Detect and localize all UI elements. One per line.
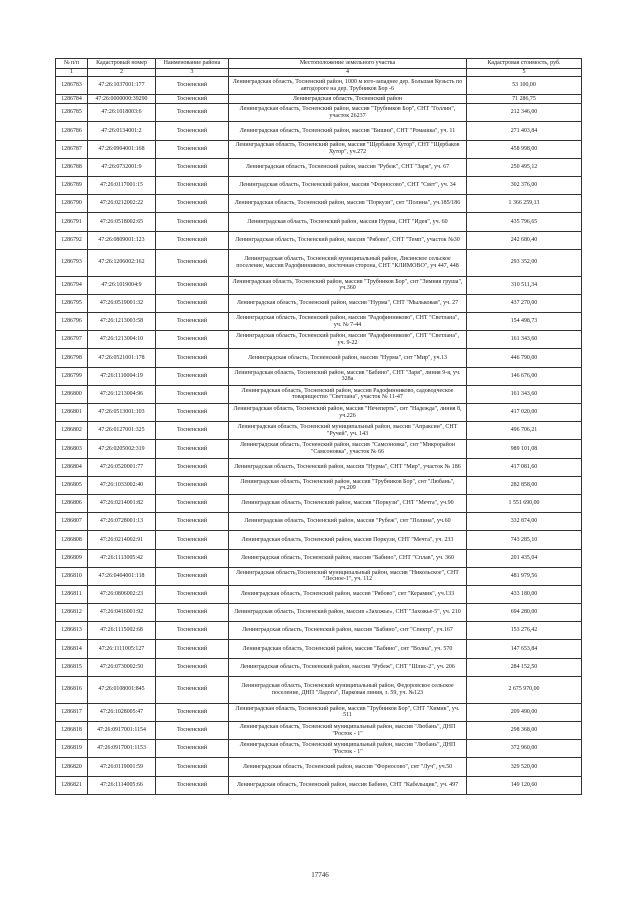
table-row <box>56 158 582 176</box>
cadastral-number-cell: 47:26:0520001:77 <box>88 458 156 476</box>
location-cell: Ленинградская область, Тосненский район, массив Поркузи, СНТ "Мечта", уч. 233 <box>229 531 467 549</box>
row-number-cell: 1286809 <box>56 549 88 567</box>
row-number-cell: 1286793 <box>56 249 88 276</box>
cadastral-value-cell: 242 680,40 <box>467 231 582 249</box>
cadastral-value-cell: 302 376,00 <box>467 176 582 194</box>
cadastral-value-cell: 433 180,00 <box>467 585 582 603</box>
table-row <box>56 276 582 294</box>
cadastral-value-cell: 298 368,00 <box>467 722 582 740</box>
row-number-cell: 1286795 <box>56 294 88 312</box>
cadastral-number-cell: 47:26:1114005:66 <box>88 776 156 794</box>
row-number-cell: 1286819 <box>56 740 88 758</box>
cadastral-value-cell: 293 352,00 <box>467 249 582 276</box>
cadastral-value-cell: 437 270,00 <box>467 294 582 312</box>
location-cell: Ленинградская область, Тосненский район, массив "Нурма", снт "Мир", уч.13 <box>229 349 467 367</box>
district-cell: Тосненский <box>156 176 229 194</box>
cadastral-value-cell: 332 874,00 <box>467 513 582 531</box>
location-cell: Ленинградская область,Тосненский муниципальный район, массив "Никольское", СНТ "Лесное-1", уч. 112 <box>229 567 467 585</box>
cadastral-number-cell: 47:26:1213004:96 <box>88 385 156 403</box>
cadastral-number-cell: 47:26:0119001:59 <box>88 758 156 776</box>
cadastral-value-cell: 71 286,75 <box>467 95 582 104</box>
row-number-cell: 1286820 <box>56 758 88 776</box>
location-cell: Ленинградская область, Тосненский район, массив "Трубников Бор", снт "Зимняя груша", уч.360 <box>229 276 467 294</box>
table-row <box>56 676 582 703</box>
district-cell: Тосненский <box>156 249 229 276</box>
row-number-cell: 1286812 <box>56 604 88 622</box>
cadastral-number-cell: 47:26:1037001:177 <box>88 77 156 95</box>
cadastral-value-cell: 282 858,00 <box>467 476 582 494</box>
row-number-cell: 1286792 <box>56 231 88 249</box>
row-number-cell: 1286791 <box>56 213 88 231</box>
district-cell: Тосненский <box>156 567 229 585</box>
district-cell: Тосненский <box>156 776 229 794</box>
cadastral-value-cell: 417 020,00 <box>467 404 582 422</box>
cadastral-value-cell: 743 285,10 <box>467 531 582 549</box>
page-number: 17746 <box>311 871 329 879</box>
location-cell: Ленинградская область, Тосненский район, массив "Радофинниково", СНТ "Светлана", уч. 9-22 <box>229 331 467 349</box>
cadastral-value-cell: 161 343,60 <box>467 331 582 349</box>
cadastral-number-cell: 47:26:1113005:42 <box>88 549 156 567</box>
location-cell: Ленинградская область, Тосненский район, массив «Захожье», СНТ "Захожье-5", уч. 210 <box>229 604 467 622</box>
location-cell: Ленинградская область, Тосненский район, массив "Трубников Бор", снт "Любань", уч.209 <box>229 476 467 494</box>
cadastral-value-cell: 1 551 690,00 <box>467 494 582 512</box>
table-body <box>56 77 582 795</box>
row-number-cell: 1286787 <box>56 140 88 158</box>
table-row <box>56 349 582 367</box>
location-cell: Ленинградская область, Тосненский район, массив "Щербаков Хутор", СНТ "Щербаков Хутор", уч.272 <box>229 140 467 158</box>
cadastral-number-cell: 47:26:0917001:1153 <box>88 740 156 758</box>
table-row <box>56 385 582 403</box>
district-cell: Тосненский <box>156 585 229 603</box>
cadastral-number-cell: 47:26:0212002:22 <box>88 195 156 213</box>
table-row <box>56 176 582 194</box>
row-number-cell: 1286800 <box>56 385 88 403</box>
table-row <box>56 195 582 213</box>
cadastral-value-cell: 209 490,00 <box>467 703 582 721</box>
cadastral-number-cell: 47:26:1115002:68 <box>88 622 156 640</box>
location-cell: Ленинградская область, Тосненский муниципальный район, Лисинское сельское поселение, массив Радофинниково, восточная сторона, СНТ "КЛИМОВО", уч 447, 448 <box>229 249 467 276</box>
cadastral-number-cell: 47:26:0521001:178 <box>88 349 156 367</box>
district-cell: Тосненский <box>156 758 229 776</box>
location-cell: Ленинградская область, Тосненский район, массив "Нурма", СНТ "Мыльковая", уч. 27 <box>229 294 467 312</box>
table-row <box>56 740 582 758</box>
cadastral-value-cell: 250 495,12 <box>467 158 582 176</box>
cadastral-value-cell: 271 403,84 <box>467 122 582 140</box>
location-cell: Ленинградская область, Тосненский район, массив "Бабино", СНТ "Сплав", уч. 360 <box>229 549 467 567</box>
location-cell: Ленинградская область, Тосненский район, массив "Самсоновка", снт "Микрорайон "Самсоновка", участок № 66 <box>229 440 467 458</box>
header-cadastral-number: Кадастровый номер <box>88 59 156 69</box>
row-number-cell: 1286807 <box>56 513 88 531</box>
district-cell: Тосненский <box>156 640 229 658</box>
row-number-cell: 1286783 <box>56 77 88 95</box>
row-number-cell: 1286802 <box>56 422 88 440</box>
table-row <box>56 513 582 531</box>
row-number-cell: 1286817 <box>56 703 88 721</box>
table-row <box>56 77 582 95</box>
row-number-cell: 1286794 <box>56 276 88 294</box>
row-number-cell: 1286816 <box>56 676 88 703</box>
row-number-cell: 1286808 <box>56 531 88 549</box>
location-cell: Ленинградская область, Тосненский район <box>229 95 467 104</box>
location-cell: Ленинградская область, Тосненский район, массив "Рябово", снт "Керамик", уч.133 <box>229 585 467 603</box>
location-cell: Ленинградская область, Тосненский район, массив Радофинниково, садоводческое товарищество "Светлана", участок № 11-47 <box>229 385 467 403</box>
district-cell: Тосненский <box>156 531 229 549</box>
row-number-cell: 1286803 <box>56 440 88 458</box>
row-number-cell: 1286784 <box>56 95 88 104</box>
cadastral-number-cell: 47:26:1111005:127 <box>88 640 156 658</box>
table-row <box>56 703 582 721</box>
cadastral-number-cell: 47:26:1033002:40 <box>88 476 156 494</box>
district-cell: Тосненский <box>156 213 229 231</box>
location-cell: Ленинградская область, Тосненский район, массив "Трубников Бор", СНТ "Химик", уч. 511 <box>229 703 467 721</box>
header-cadastral-value: Кадастровая стоимость, руб. <box>467 59 582 69</box>
table-row <box>56 231 582 249</box>
location-cell: Ленинградская область, Тосненский район, массив Нурма, СНТ "Идея", уч. 60 <box>229 213 467 231</box>
district-cell: Тосненский <box>156 513 229 531</box>
district-cell: Тосненский <box>156 404 229 422</box>
table-row <box>56 367 582 385</box>
column-index-2: 2 <box>88 69 156 77</box>
location-cell: Ленинградская область, Тосненский район, массив "Нурма", СНТ "Мир", участок № 186 <box>229 458 467 476</box>
row-number-cell: 1286821 <box>56 776 88 794</box>
location-cell: Ленинградская область, Тосненский район, массив "Бабино", СНТ "Заря", линия 9-я, уч. 328а <box>229 367 467 385</box>
location-cell: Ленинградская область, Тосненский муниципальный район, массив "Любань", ДНП "Росток - 1" <box>229 740 467 758</box>
cadastral-number-cell: 47:26:0809001:123 <box>88 231 156 249</box>
table-row <box>56 585 582 603</box>
cadastral-number-cell: 47:26:0205002:319 <box>88 440 156 458</box>
table-row <box>56 331 582 349</box>
district-cell: Тосненский <box>156 95 229 104</box>
table-row <box>56 722 582 740</box>
header-location: Местоположение земельного участка <box>229 59 467 69</box>
cadastral-value-cell: 161 343,60 <box>467 385 582 403</box>
cadastral-number-cell: 47:26:0904001:168 <box>88 140 156 158</box>
row-number-cell: 1286788 <box>56 158 88 176</box>
district-cell: Тосненский <box>156 313 229 331</box>
cadastral-number-cell: 47:26:0214001:82 <box>88 494 156 512</box>
cadastral-value-cell: 149 120,60 <box>467 776 582 794</box>
row-number-cell: 1286786 <box>56 122 88 140</box>
cadastral-value-cell: 329 520,00 <box>467 758 582 776</box>
column-index-row <box>56 69 582 77</box>
district-cell: Тосненский <box>156 158 229 176</box>
cadastral-number-cell: 47:26:1110004:19 <box>88 367 156 385</box>
table-row <box>56 422 582 440</box>
location-cell: Ленинградская область, Тосненский район, массив "Поркузи", СНТ "Мечта", уч.90 <box>229 494 467 512</box>
district-cell: Тосненский <box>156 195 229 213</box>
cadastral-value-cell: 372 960,00 <box>467 740 582 758</box>
location-cell: Ленинградская область, Тосненский район, массив "Рубеж", снт "Полина", уч.60 <box>229 513 467 531</box>
cadastral-number-cell: 47:26:1213004:10 <box>88 331 156 349</box>
cadastral-value-cell: 496 706,21 <box>467 422 582 440</box>
row-number-cell: 1286806 <box>56 494 88 512</box>
district-cell: Тосненский <box>156 622 229 640</box>
row-number-cell: 1286797 <box>56 331 88 349</box>
cadastral-value-cell: 446 790,00 <box>467 349 582 367</box>
district-cell: Тосненский <box>156 104 229 122</box>
cadastral-number-cell: 47:26:0134001:2 <box>88 122 156 140</box>
row-number-cell: 1286810 <box>56 567 88 585</box>
district-cell: Тосненский <box>156 458 229 476</box>
cadastral-number-cell: 47:26:0214002:91 <box>88 531 156 549</box>
row-number-cell: 1286814 <box>56 640 88 658</box>
district-cell: Тосненский <box>156 676 229 703</box>
table-row <box>56 249 582 276</box>
table-row <box>56 776 582 794</box>
table-row <box>56 658 582 676</box>
cadastral-number-cell: 47:26:0732001:9 <box>88 158 156 176</box>
row-number-cell: 1286813 <box>56 622 88 640</box>
table-row <box>56 549 582 567</box>
header-row <box>56 59 582 69</box>
cadastral-value-cell: 284 152,50 <box>467 658 582 676</box>
cadastral-number-cell: 47:26:1028005:47 <box>88 703 156 721</box>
location-cell: Ленинградская область, Тосненский район, массив "Форносово", снт "Луч", уч.50 <box>229 758 467 776</box>
location-cell: Ленинградская область, Тосненский муниципальный район, массив "Любань", ДНП "Росток - 1" <box>229 722 467 740</box>
row-number-cell: 1286789 <box>56 176 88 194</box>
row-number-cell: 1286804 <box>56 458 88 476</box>
land-cadastral-value-table-sheet <box>55 58 581 795</box>
district-cell: Тосненский <box>156 77 229 95</box>
header-district-name: Наименование района <box>156 59 229 69</box>
district-cell: Тосненский <box>156 349 229 367</box>
cadastral-value-cell: 153 276,42 <box>467 622 582 640</box>
table-row <box>56 476 582 494</box>
district-cell: Тосненский <box>156 703 229 721</box>
column-index-3: 3 <box>156 69 229 77</box>
cadastral-number-cell: 47:26:1019004:9 <box>88 276 156 294</box>
district-cell: Тосненский <box>156 740 229 758</box>
row-number-cell: 1286798 <box>56 349 88 367</box>
cadastral-value-cell: 2 675 970,00 <box>467 676 582 703</box>
district-cell: Тосненский <box>156 276 229 294</box>
district-cell: Тосненский <box>156 231 229 249</box>
column-index-5: 5 <box>467 69 582 77</box>
location-cell: Ленинградская область, Тосненский район, массив "Бабино", снт "Волна", уч. 570 <box>229 640 467 658</box>
location-cell: Ленинградская область, Тосненский район, массив "Бабино", снт "Спектр", уч.167 <box>229 622 467 640</box>
cadastral-number-cell: 47:26:1213003:58 <box>88 313 156 331</box>
location-cell: Ленинградская область, Тосненский муниципальный район, Федоровское сельское поселение, ДНП "Ладога", Парковая линия, з. 59, уч. №123 <box>229 676 467 703</box>
location-cell: Ленинградская область, Тосненский район, массив "Поркузи", снт "Полина", уч.185/186 <box>229 195 467 213</box>
table-row <box>56 104 582 122</box>
cadastral-number-cell: 47:26:0728001:13 <box>88 513 156 531</box>
cadastral-value-cell: 989 101,08 <box>467 440 582 458</box>
cadastral-value-cell: 310 511,34 <box>467 276 582 294</box>
district-cell: Тосненский <box>156 122 229 140</box>
district-cell: Тосненский <box>156 422 229 440</box>
row-number-cell: 1286805 <box>56 476 88 494</box>
location-cell: Ленинградская область, Тосненский район, 1000 м юго-западнее дер. Большая Кузьсть по автодороге на дер. Трубников Бор -6 <box>229 77 467 95</box>
cadastral-number-cell: 47:26:1018003:6 <box>88 104 156 122</box>
header-row-number: № п/п <box>56 59 88 69</box>
district-cell: Тосненский <box>156 494 229 512</box>
row-number-cell: 1286811 <box>56 585 88 603</box>
district-cell: Тосненский <box>156 658 229 676</box>
location-cell: Ленинградская область, Тосненский район, массив "Трубников Бор", СНТ "Голлин", участок 26237 <box>229 104 467 122</box>
table-row <box>56 440 582 458</box>
row-number-cell: 1286818 <box>56 722 88 740</box>
column-index-4: 4 <box>229 69 467 77</box>
cadastral-number-cell: 47:26:0513001:103 <box>88 404 156 422</box>
table-row <box>56 404 582 422</box>
row-number-cell: 1286796 <box>56 313 88 331</box>
table-row <box>56 95 582 104</box>
row-number-cell: 1286801 <box>56 404 88 422</box>
location-cell: Ленинградская область, Тосненский район, массив "Нечеперть", снт "Надежда", линия 8, уч.226 <box>229 404 467 422</box>
column-index-1: 1 <box>56 69 88 77</box>
cadastral-number-cell: 47:26:0519001:32 <box>88 294 156 312</box>
table-row <box>56 531 582 549</box>
table-row <box>56 213 582 231</box>
cadastral-value-cell: 435 796,65 <box>467 213 582 231</box>
cadastral-number-cell: 47:26:0108001:845 <box>88 676 156 703</box>
cadastral-value-table <box>55 58 582 795</box>
table-row <box>56 494 582 512</box>
table-row <box>56 604 582 622</box>
district-cell: Тосненский <box>156 604 229 622</box>
table-row <box>56 567 582 585</box>
district-cell: Тосненский <box>156 385 229 403</box>
cadastral-number-cell: 47:26:0730002:50 <box>88 658 156 676</box>
cadastral-number-cell: 47:26:0117001:15 <box>88 176 156 194</box>
table-row <box>56 140 582 158</box>
cadastral-value-cell: 417 081,60 <box>467 458 582 476</box>
location-cell: Ленинградская область, Тосненский район, массив "Радофинниково", СНТ "Светлана", уч. № 7-44 <box>229 313 467 331</box>
cadastral-number-cell: 47:26:0404001:118 <box>88 567 156 585</box>
cadastral-value-cell: 212 346,00 <box>467 104 582 122</box>
cadastral-value-cell: 694 280,00 <box>467 604 582 622</box>
location-cell: Ленинградская область, Тосненский район, массив Бабино, СНТ "Кабельщик", уч. 497 <box>229 776 467 794</box>
cadastral-value-cell: 1 366 259,13 <box>467 195 582 213</box>
district-cell: Тосненский <box>156 440 229 458</box>
cadastral-number-cell: 47:26:0000000:39290 <box>88 95 156 104</box>
table-row <box>56 313 582 331</box>
district-cell: Тосненский <box>156 331 229 349</box>
table-row <box>56 294 582 312</box>
location-cell: Ленинградская область, Тосненский район, массив "Рубеж", СНТ "Заря", уч. 67 <box>229 158 467 176</box>
location-cell: Ленинградская область, Тосненский муниципальный район, массив "Апраксин", СНТ "Ручей", уч. 143 <box>229 422 467 440</box>
district-cell: Тосненский <box>156 294 229 312</box>
location-cell: Ленинградская область, Тосненский район, массив "Бишня", СНТ "Ромашка", уч. 11 <box>229 122 467 140</box>
cadastral-value-cell: 147 653,84 <box>467 640 582 658</box>
district-cell: Тосненский <box>156 367 229 385</box>
cadastral-value-cell: 53 100,00 <box>467 77 582 95</box>
row-number-cell: 1286790 <box>56 195 88 213</box>
table-row <box>56 622 582 640</box>
table-row <box>56 458 582 476</box>
cadastral-value-cell: 458 998,00 <box>467 140 582 158</box>
cadastral-number-cell: 47:26:0127001:325 <box>88 422 156 440</box>
cadastral-number-cell: 47:26:0416001:92 <box>88 604 156 622</box>
cadastral-value-cell: 154 498,73 <box>467 313 582 331</box>
cadastral-number-cell: 47:26:0806002:23 <box>88 585 156 603</box>
cadastral-value-cell: 201 435,04 <box>467 549 582 567</box>
cadastral-number-cell: 47:26:1206002:162 <box>88 249 156 276</box>
location-cell: Ленинградская область, Тосненский район, массив "Форносово", СНТ "Свет", уч. 34 <box>229 176 467 194</box>
cadastral-value-cell: 146 676,00 <box>467 367 582 385</box>
table-row <box>56 758 582 776</box>
cadastral-value-cell: 481 979,56 <box>467 567 582 585</box>
row-number-cell: 1286799 <box>56 367 88 385</box>
district-cell: Тосненский <box>156 140 229 158</box>
district-cell: Тосненский <box>156 476 229 494</box>
cadastral-number-cell: 47:26:0518002:65 <box>88 213 156 231</box>
row-number-cell: 1286815 <box>56 658 88 676</box>
row-number-cell: 1286785 <box>56 104 88 122</box>
district-cell: Тосненский <box>156 722 229 740</box>
cadastral-number-cell: 47:26:0917001:1154 <box>88 722 156 740</box>
location-cell: Ленинградская область, Тосненский район, массив "Рябово", СНТ "Темп", участок №30 <box>229 231 467 249</box>
district-cell: Тосненский <box>156 549 229 567</box>
table-row <box>56 640 582 658</box>
location-cell: Ленинградская область, Тосненский район, массив "Рубеж", СНТ "Шлис-2", уч. 206 <box>229 658 467 676</box>
table-row <box>56 122 582 140</box>
